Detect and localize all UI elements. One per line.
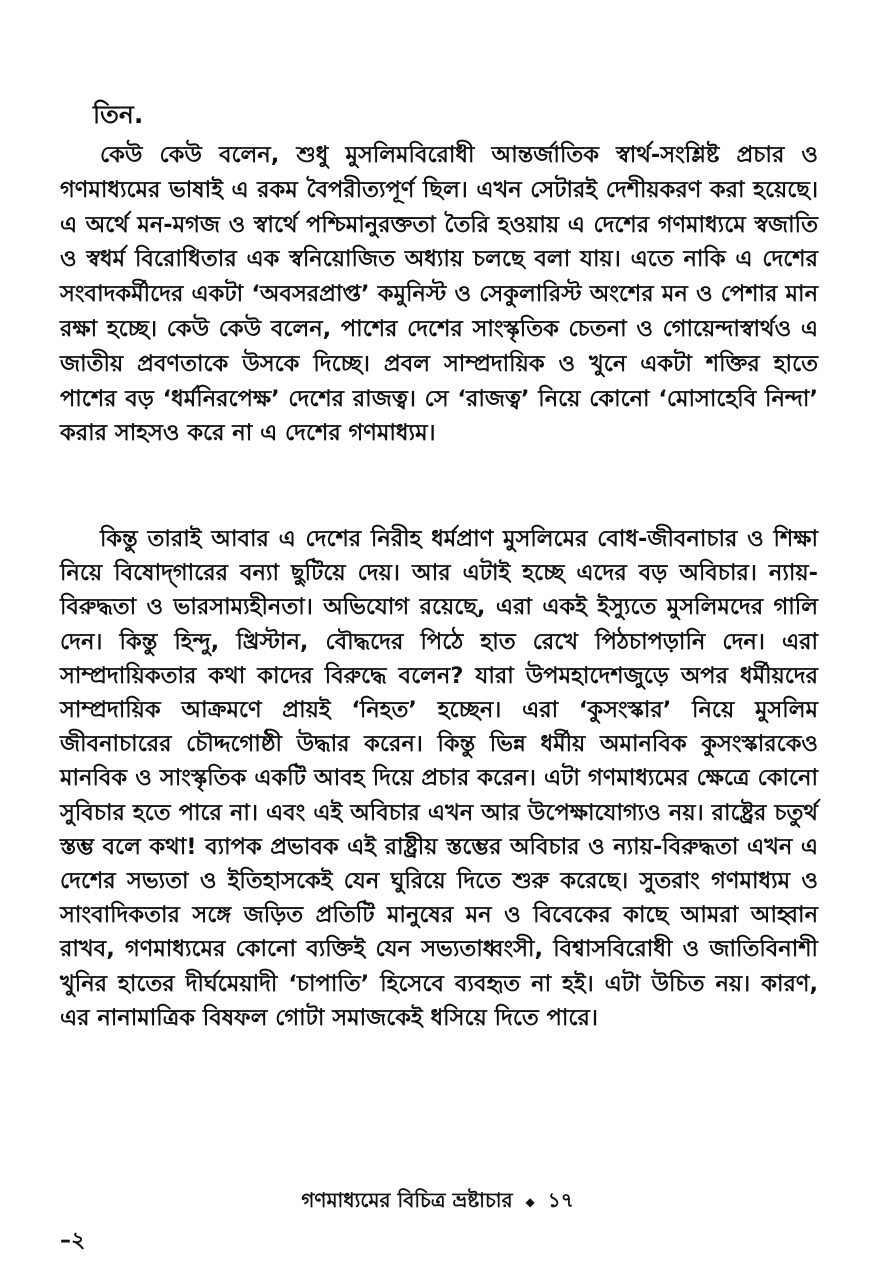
page-number: ১৭ — [547, 1188, 574, 1212]
paragraph-1: কেউ কেউ বলেন, শুধু মুসলিমবিরোধী আন্তর্জাতিক স্বার্থ-সংশ্লিষ্ট প্রচার ও গণমাধ্যমের ভাষাই এ রকম বৈপরীত্যপূর্ণ ছিল। এখন সেটারই দেশীয়করণ করা হয়েছে। এ অর্থে মন-মগজ ও স্বার্থে পশ্চিমানুরক্ততা তৈরি হওয়ায় এ দেশের গণমাধ্যমে স্বজাতি ও স্বধর্ম বিরোধিতার এক স্বনিয়োজিত অধ্যায় চলছে বলা যায়। এতে নাকি এ দেশের সংবাদকর্মীদের একটা ‘অবসরপ্রাপ্ত’ কমুনিস্ট ও সেকুলারিস্ট অংশের মন ও পেশার মান রক্ষা হচ্ছে। কেউ কেউ বলেন, পাশের দেশের সাংস্কৃতিক চেতনা ও গোয়েন্দাস্বার্থও এ জাতীয় প্রবণতাকে উসকে দিচ্ছে। প্রবল সাম্প্রদায়িক ও খুনে একটা শক্তির হাতে পাশের বড় ‘ধর্মনিরপেক্ষ’ দেশের রাজত্ব। সে ‘রাজত্ব’ নিয়ে কোনো ‘মোসাহেবি নিন্দা’ করার সাহসও করে না এ দেশের গণমাধ্যম। — [60, 142, 818, 447]
running-footer — [0, 1186, 875, 1216]
diamond-separator-icon: ◆ — [525, 1194, 535, 1209]
section-heading: তিন. — [93, 100, 144, 129]
book-title: গণমাধ্যমের বিচিত্র ভ্রষ্টাচার — [301, 1188, 513, 1212]
paragraph-2: কিন্তু তারাই আবার এ দেশের নিরীহ ধর্মপ্রাণ মুসলিমের বোধ-জীবনাচার ও শিক্ষা নিয়ে বিষোদ্‌গারের বন্যা ছুটিয়ে দেয়। আর এটাই হচ্ছে এদের বড় অবিচার। ন্যায়-বিরুদ্ধতা ও ভারসাম্যহীনতা। অভিযোগ রয়েছে, এরা একই ইস্যুতে মুসলিমদের গালি দেন। কিন্তু হিন্দু, খ্রিস্টান, বৌদ্ধদের পিঠে হাত রেখে পিঠচাপড়ানি দেন। এরা সাম্প্রদায়িকতার কথা কাদের বিরুদ্ধে বলেন? যারা উপমহাদেশজুড়ে অপর ধর্মীয়দের সাম্প্রদায়িক আক্রমণে প্রায়ই ‘নিহত’ হচ্ছেন। এরা ‘কুসংস্কার’ নিয়ে মুসলিম জীবনাচারের চৌদ্দগোষ্ঠী উদ্ধার করেন। কিন্তু ভিন্ন ধর্মীয় অমানবিক কুসংস্কারকেও মানবিক ও সাংস্কৃতিক একটি আবহ দিয়ে প্রচার করেন। এটা গণমাধ্যমের ক্ষেত্রে কোনো সুবিচার হতে পারে না। এবং এই অবিচার এখন আর উপেক্ষাযোগ্যও নয়। রাষ্ট্রের চতুর্থ স্তম্ভ বলে কথা! ব্যাপক প্রভাবক এই রাষ্ট্রীয় স্তম্ভের অবিচার ও ন্যায়-বিরুদ্ধতা এখন এ দেশের সভ্যতা ও ইতিহাসকেই যেন ঘুরিয়ে দিতে শুরু করেছে। সুতরাং গণমাধ্যম ও সাংবাদিকতার সঙ্গে জড়িত প্রতিটি মানুষের মন ও বিবেকের কাছে আমরা আহ্বান রাখব, গণমাধ্যমের কোনো ব্যক্তিই যেন সভ্যতাধ্বংসী, বিশ্বাসবিরোধী ও জাতিবিনাশী খুনির হাতের দীর্ঘমেয়াদী ‘চাপাতি’ হিসেবে ব্যবহৃত না হই। এটা উচিত নয়। কারণ, এর নানামাত্রিক বিষফল গোটা সমাজকেই ধসিয়ে দিতে পারে। — [60, 526, 818, 1031]
signature-mark: –২ — [60, 1228, 86, 1253]
